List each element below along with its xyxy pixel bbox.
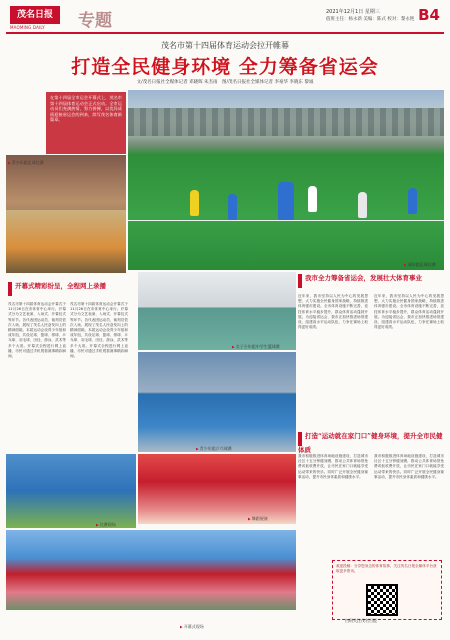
page-number: B4: [418, 6, 440, 24]
player-figure: [190, 190, 199, 216]
gym-photo: [138, 272, 296, 350]
player-figure: [358, 192, 367, 218]
player-figure: [228, 194, 237, 220]
main-headline: 打造全民健身环境 全力筹备省运会: [71, 56, 379, 78]
left-body-column-2: 茂名市第十四届体育运动会开幕式于11月26日在市体育中心举行。开幕式分为文艺表演、入场式、开幕仪式等环节。各代表团运动员、裁判员依次入场，展现了茂名人民奋发向上的精神面貌。本届运动会设青少年组和成年组，共设足球、篮球、排球、乒乓球、羽毛球、田径、游泳、武术等多个大项。开幕式全程进行网上直播，市民可通过手机观看赛事精彩瞬间。: [70, 302, 128, 359]
masthead: [6, 4, 444, 34]
right-body-column-4: 我市积极推进体育场地设施建设，打造城市社区十五分钟健身圈，推动公共体育场馆免费或低收费开放，让市民在家门口就能享受运动带来的快乐。同时广泛开展全民健身赛事活动，提升市民身体素质和健康水平。: [374, 454, 444, 479]
newspaper-logo-english: MAOMING DAILY: [10, 25, 45, 30]
stage-photo: [138, 454, 296, 524]
section-title: 专题: [78, 11, 112, 31]
football-match-photo: [128, 90, 444, 270]
stage-photo-caption: ▶ 舞蹈展演: [248, 516, 268, 522]
subhead-marker: [8, 282, 12, 296]
youth-match-photo: [6, 210, 126, 273]
ceremony-left-caption: ▶ 比赛现场: [96, 522, 116, 528]
right-body-column-2: 近年来，我市坚持以人民为中心的发展思想，大力实施全民健身国家战略，持续推进体育强市建设。全市体育设施不断完善，竞技体育水平稳步提升，群众体育活动蓬勃开展。为迎接省运会，我市正加快推进场馆建设，组建高水平运动队伍，力争在赛场上取得更好成绩。: [374, 294, 444, 330]
right-subhead: 打造“运动就在家门口”健身环境，提升全市民健体质: [298, 432, 443, 454]
pingpong-photo-caption: ▶ 青少年组乒乓球赛: [196, 446, 232, 452]
issue-date: 2021年12月1日 星期三: [326, 9, 380, 15]
player-figure: [308, 186, 317, 212]
pitch-line: [128, 220, 444, 221]
left-photo-caption: ▶ 青少年组足球比赛: [8, 160, 44, 166]
left-body-column-1: 茂名市第十四届体育运动会开幕式于11月26日在市体育中心举行。开幕式分为文艺表演、入场式、开幕仪式等环节。各代表团运动员、裁判员依次入场，展现了茂名人民奋发向上的精神面貌。本届运动会设青少年组和成年组，共设足球、篮球、排球、乒乓球、羽毛球、田径、游泳、武术等多个大项。开幕式全程进行网上直播，市民可通过手机观看赛事精彩瞬间。: [8, 302, 66, 359]
pingpong-photo: [138, 352, 296, 452]
intro-box: 在第十四届全市运会开幕式上，茂名市第十四届体育运动会正式启动。全市运动员们充满热情，努力拼搏，以优异成绩迎接省运会的到来，续写茂名体育新篇章。: [46, 92, 126, 154]
newspaper-logo: 茂名日报: [10, 6, 60, 24]
qr-code-label: 扫码关注茂名日报: [345, 618, 377, 623]
player-figure: [408, 188, 417, 214]
headline-kicker: 茂名市第十四届体育运动会拉开帷幕: [161, 41, 289, 50]
subhead-marker: [298, 274, 302, 288]
left-subhead: 开幕式精彩纷呈，全程网上录播: [8, 282, 128, 296]
notice-text: 欢迎投稿：分享您身边的体育故事，关注茂名日报全媒体平台获取更多资讯。: [336, 564, 437, 573]
field-photo-caption: ▶ 成年组足球比赛: [404, 262, 436, 268]
subhead-marker: [298, 432, 302, 446]
opening-ceremony-photo: [6, 530, 296, 610]
right-body-column-3: 我市积极推进体育场地设施建设，打造城市社区十五分钟健身圈，推动公共体育场馆免费或低收费开放，让市民在家门口就能享受运动带来的快乐。同时广泛开展全民健身赛事活动，提升市民身体素质和健康水平。: [298, 454, 368, 479]
ceremony-left-photo: [6, 454, 136, 528]
right-body-column-1: 近年来，我市坚持以人民为中心的发展思想，大力实施全民健身国家战略，持续推进体育强市建设。全市体育设施不断完善，竞技体育水平稳步提升，群众体育活动蓬勃开展。为迎接省运会，我市正加快推进场馆建设，组建高水平运动队伍，力争在赛场上取得更好成绩。: [298, 294, 368, 330]
stadium-stands: [128, 108, 444, 136]
qr-code[interactable]: [366, 584, 398, 616]
gym-photo-caption: ▶ 女子少年组中学生篮球赛: [232, 344, 280, 350]
middle-subhead: 我市全力筹备省运会，发展壮大体育事业: [298, 274, 444, 288]
editor-credits: 值班主任：杨永新 美编：陈式 校对：黎永艳: [326, 17, 415, 22]
player-figure: [278, 182, 294, 220]
article-byline: 文/茂名日报社全媒体记者 邓晓晖 朱杰雨 图/茂名日报社全媒体记者 李豪华 李晓东 黎诚: [136, 80, 314, 85]
ceremony-photo-caption: ▶ 开幕式现场: [180, 624, 204, 630]
